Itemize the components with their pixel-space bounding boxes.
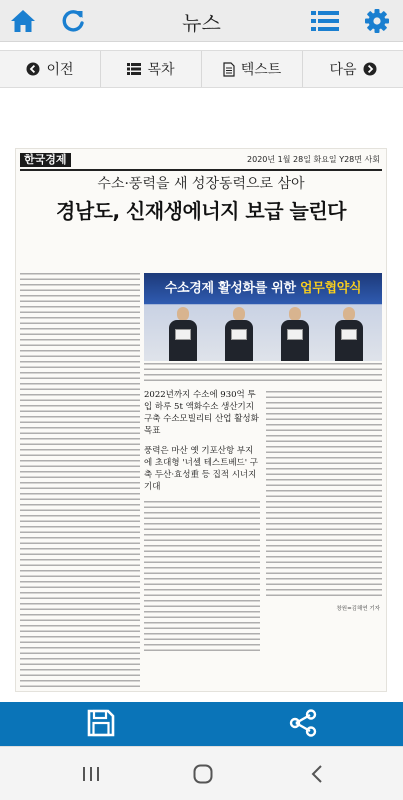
article-body-column-3 [266, 391, 382, 599]
newspaper-viewer[interactable] [0, 96, 403, 702]
prev-label: 이전 [46, 62, 74, 78]
photo-banner-highlight: 업무협약식 [299, 281, 362, 296]
list-icon [127, 63, 141, 75]
article-photo [144, 273, 382, 361]
system-nav-bar [0, 746, 403, 800]
pullquote [144, 389, 260, 493]
back-icon [308, 764, 326, 784]
photo-banner [144, 277, 382, 296]
home-circle-icon [192, 763, 214, 785]
pullquote-2: 풍력은 마산 옛 기포산항 부지에 초대형 '너셀 테스트베드' 구축 두산·효성重 등 집적 시너지 기대 [144, 446, 259, 492]
photo-person [166, 307, 200, 361]
newspaper-page[interactable] [15, 148, 387, 692]
recent-apps-button[interactable] [74, 757, 108, 791]
article-body-column-2 [144, 501, 260, 651]
system-home-button[interactable] [186, 757, 220, 791]
save-icon [87, 709, 115, 737]
share-button[interactable] [286, 706, 320, 740]
next-button[interactable] [303, 51, 403, 87]
system-back-button[interactable] [300, 757, 334, 791]
document-icon [223, 62, 235, 77]
masthead: 한국경제 [20, 153, 71, 167]
toc-label: 목차 [147, 62, 175, 78]
masthead-rule [20, 169, 382, 171]
toc-button[interactable] [101, 51, 202, 87]
list-view-button[interactable] [308, 4, 342, 38]
photo-caption [144, 363, 382, 385]
text-view-button[interactable] [202, 51, 303, 87]
photo-person [332, 307, 366, 361]
page-nav-bar [0, 50, 403, 88]
top-header [0, 0, 403, 42]
share-icon [288, 708, 318, 738]
list-icon [310, 9, 340, 33]
bottom-action-bar [0, 702, 403, 746]
settings-button[interactable] [360, 4, 394, 38]
article-subheadline: 수소·풍력을 새 성장동력으로 삼아 [97, 176, 305, 192]
photo-banner-prefix: 수소경제 활성화를 위한 [164, 281, 296, 296]
dateline: 2020년 1월 28일 화요일 Y28면 사회 [247, 155, 380, 164]
prev-button[interactable] [0, 51, 101, 87]
byline: 창원=김해연 기자 [336, 606, 380, 612]
article-body-column-1 [20, 273, 140, 692]
article-headline: 경남도, 신재생에너지 보급 늘린다 [56, 199, 346, 223]
text-label: 텍스트 [240, 62, 282, 78]
chevron-right-circle-icon [363, 62, 377, 76]
save-button[interactable] [84, 706, 118, 740]
recent-apps-icon [81, 765, 101, 783]
chevron-left-circle-icon [26, 62, 40, 76]
gear-icon [364, 8, 390, 34]
photo-person [222, 307, 256, 361]
page-title: 뉴스 [182, 11, 221, 35]
photo-person [278, 307, 312, 361]
pullquote-1: 2022년까지 수소에 930억 투입 하루 5t 액화수소 생산기지 구축 수소모빌리티 산업 활성화 목표 [144, 390, 259, 436]
next-label: 다음 [329, 62, 357, 78]
